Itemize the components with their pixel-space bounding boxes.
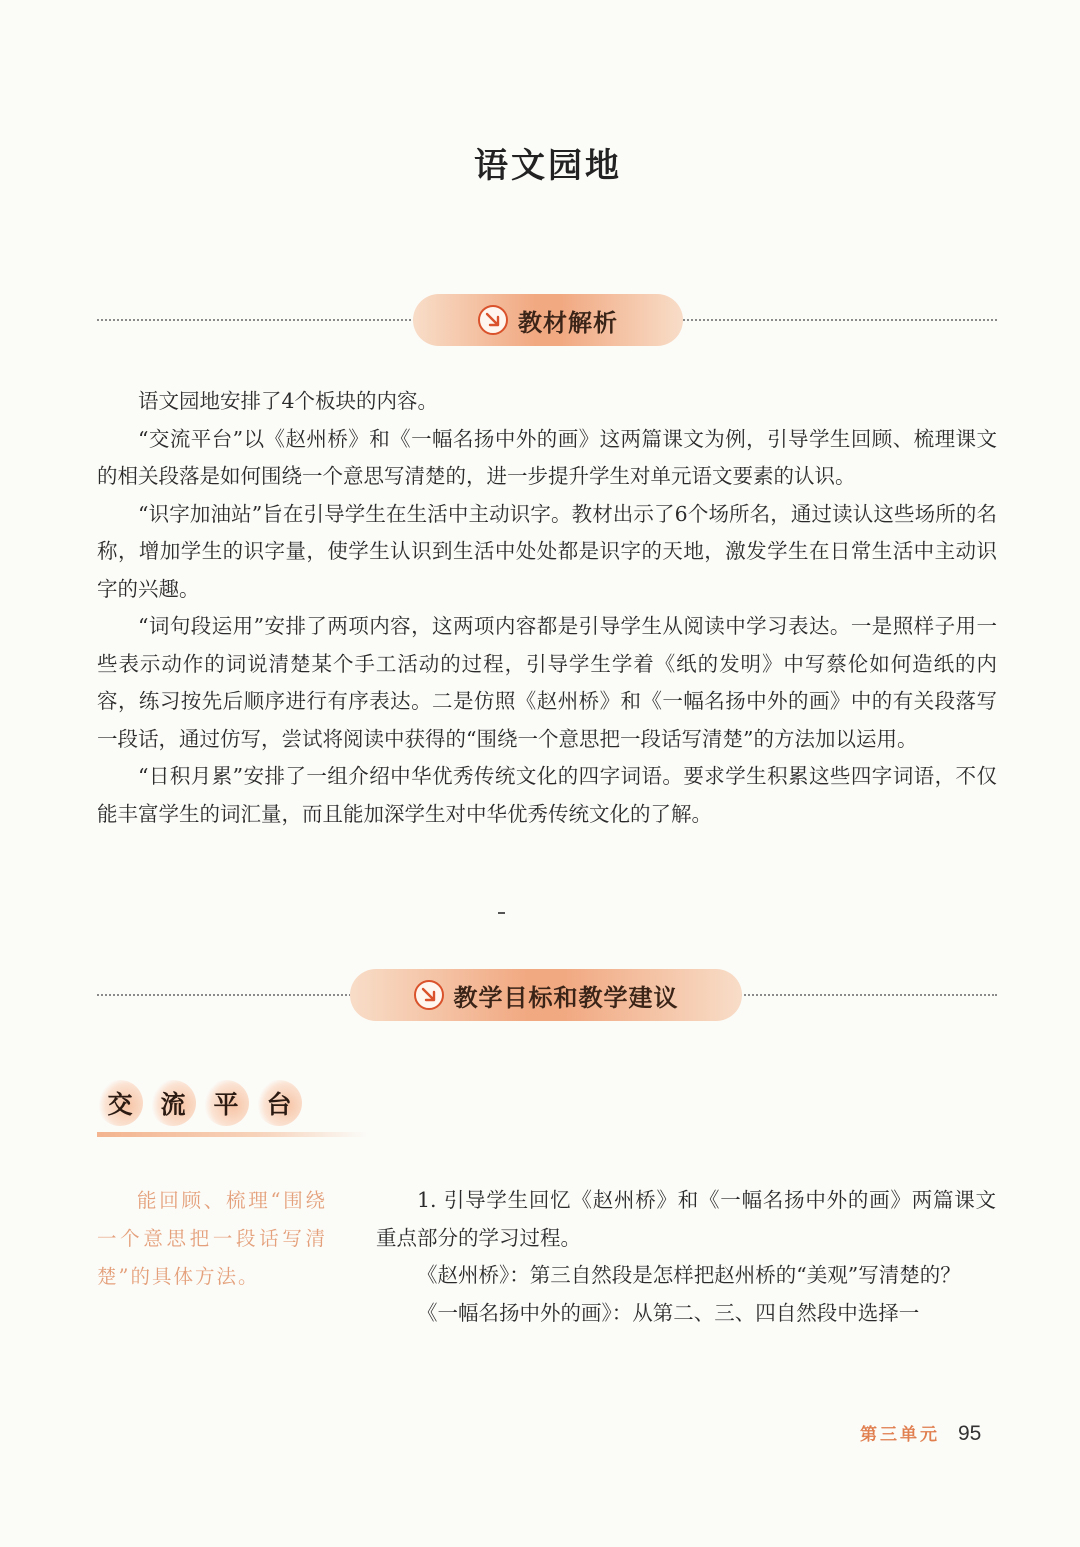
analysis-paragraph: “交流平台”以《赵州桥》和《一幅名扬中外的画》这两篇课文为例，引导学生回顾、梳理课文的相关段落是如何围绕一个意思写清楚的，进一步提升学生对单元语文要素的认识。: [97, 426, 997, 488]
analysis-paragraph: “识字加油站”旨在引导学生在生活中主动识字。教材出示了6个场所名，通过读认这些场所的名称，增加学生的识字量，使学生认识到生活中处处都是识字的天地，激发学生在日常生活中主动识字的兴趣。: [97, 501, 997, 601]
analysis-body: [97, 383, 997, 833]
side-note: 能回顾、梳理“围绕一个意思把一段话写清楚”的具体方法。: [97, 1189, 327, 1288]
heading-underline: [97, 1132, 367, 1137]
section-label: 教材解析: [518, 308, 618, 337]
unit-label: 第三单元: [860, 1425, 940, 1445]
arrow-down-right-circle-icon: [478, 305, 508, 335]
page-title: 语文园地: [474, 146, 622, 186]
section-label: 教学目标和教学建议: [453, 983, 679, 1012]
heading-char: 平: [203, 1080, 249, 1126]
arrow-down-right-circle-icon: [414, 980, 444, 1010]
page-number: 95: [958, 1422, 982, 1445]
analysis-paragraph: “日积月累”安排了一组介绍中华优秀传统文化的四字词语。要求学生积累这些四字词语，不仅能丰富学生的词汇量，而且能加深学生对中华优秀传统文化的了解。: [97, 764, 997, 826]
objective-paragraph: 1. 引导学生回忆《赵州桥》和《一幅名扬中外的画》两篇课文重点部分的学习过程。: [376, 1188, 996, 1250]
page-footer: [860, 1420, 981, 1446]
objectives-body: [376, 1182, 996, 1332]
heading-char: 交: [97, 1080, 143, 1126]
section-banner-analysis: [97, 294, 997, 346]
objective-paragraph: 《一幅名扬中外的画》：从第二、三、四自然段中选择一: [417, 1300, 920, 1325]
heading-char: 流: [150, 1080, 196, 1126]
objective-paragraph: 《赵州桥》：第三自然段是怎样把赵州桥的“美观”写清楚的？: [417, 1263, 961, 1287]
analysis-paragraph: “词句段运用”安排了两项内容，这两项内容都是引导学生从阅读中学习表达。一是照样子用一些表示动作的词说清楚某个手工活动的过程，引导学生学着《纸的发明》中写蔡伦如何造纸的内容，练习按先后顺序进行有序表达。二是仿照《赵州桥》和《一幅名扬中外的画》中的有关段落写一段话，通过仿写，尝试将阅读中获得的“围绕一个意思把一段话写清楚”的方法加以运用。: [97, 614, 997, 751]
section-banner-objectives: [97, 969, 997, 1021]
subsection-heading: [97, 1078, 367, 1138]
analysis-paragraph: 语文园地安排了4个板块的内容。: [138, 389, 439, 413]
heading-char: 台: [256, 1080, 302, 1126]
decorative-dash: [498, 912, 505, 914]
